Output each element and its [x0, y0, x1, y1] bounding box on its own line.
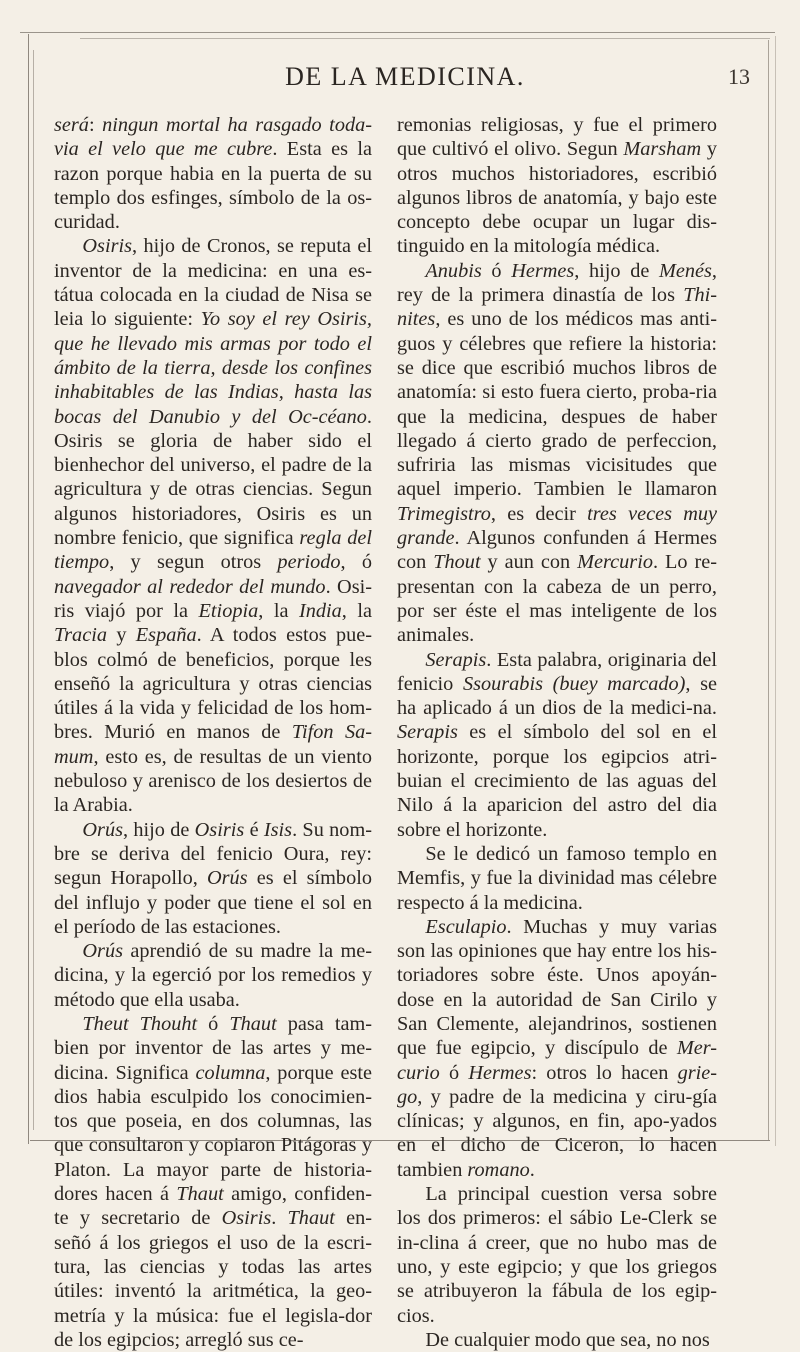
paragraph — [54, 234, 372, 817]
italic-run: Thaut — [176, 1183, 224, 1206]
paragraph — [397, 1182, 717, 1328]
text-run: . — [271, 1207, 288, 1230]
page-header — [60, 62, 750, 96]
italic-run: Osiris — [221, 1207, 272, 1230]
page-edge-top — [20, 32, 775, 33]
paragraph — [397, 1328, 717, 1352]
italic-run: Theut Thouht — [82, 1012, 198, 1035]
text-run: . A todos estos pue-blos colmó de beneficios, porque les enseñó la agricultura y otras ciencias útiles á la vida y felicidad de los hom-bres. Murió en manos de — [54, 624, 373, 744]
paragraph — [54, 113, 372, 234]
paragraph — [397, 113, 717, 259]
text-run: . Su nom-bre se deriva del fenicio Oura, rey: segun Horapollo, — [54, 818, 372, 890]
italic-run: Isis — [263, 818, 293, 841]
text-run: es el símbolo del influjo y poder que tiene el sol en el período de las estaciones. — [54, 867, 372, 938]
italic-run: Hermes — [511, 259, 575, 282]
right-column — [397, 113, 717, 1352]
italic-run: Thout — [433, 551, 481, 574]
italic-run: Thaut — [287, 1207, 335, 1230]
italic-run: ningun mortal ha rasgado toda-via el velo que me cubre — [54, 114, 372, 161]
paragraph — [54, 1012, 372, 1352]
italic-run: columna — [195, 1061, 266, 1084]
text-run: remonias religiosas, y fue el primero que cultivó el olivo. Segun — [397, 114, 717, 161]
text-run: , rey de la primera dinastía de los — [397, 259, 717, 307]
text-run: y aun con — [480, 551, 578, 574]
running-title: DE LA MEDICINA. — [285, 62, 525, 91]
text-run: , y segun otros — [109, 551, 278, 574]
text-run: . Esta palabra, originaria del fenicio — [397, 648, 717, 695]
text-run: y — [106, 624, 136, 647]
text-run: y otros muchos historiadores, escribió algunos libros de anatomía, y bajo este concepto debe ocupar un lugar dis-tinguido en la mitología médica. — [397, 138, 717, 258]
text-run: . — [529, 1158, 535, 1181]
italic-run: será — [54, 114, 89, 136]
text-run: : otros lo hacen — [531, 1061, 678, 1084]
italic-run: Thaut — [229, 1012, 277, 1035]
text-run: . Esta es la razon porque habia en la puerta de su templo dos esfinges, símbolo de la os-curidad. — [54, 138, 372, 234]
page-number: 13 — [728, 64, 750, 89]
italic-run: Trimegistro — [397, 502, 491, 525]
text-run: . Osiris se gloria de haber sido el bienhechor del universo, el padre de la agricultura y de otras ciencias. Segun algunos historiadores, Osiris es un nombre fenicio, que significa — [54, 405, 372, 550]
italic-run: Hermes — [468, 1061, 532, 1084]
italic-run: Mercurio — [577, 551, 653, 574]
italic-run: España — [135, 624, 197, 647]
italic-run: Etiopia — [198, 599, 259, 622]
italic-run: Ssourabis (buey marcado) — [462, 672, 686, 695]
italic-run: Yo soy el rey Osiris, que he llevado mis armas por todo el ámbito de la tierra, desde los confines inhabitables de las Indias, hasta las bocas del Danubio y del Oc-céano — [54, 308, 372, 428]
italic-run: Orús — [82, 940, 123, 963]
text-run: , hijo de Cronos, se reputa el inventor de la medicina: en una es-tátua colocada en la ciudad de Nisa se leia lo siguiente: — [54, 235, 372, 331]
text-run: . Osi-ris viajó por la — [54, 575, 372, 622]
text-run: , es decir — [490, 502, 588, 525]
text-run: é — [244, 818, 264, 841]
paragraph — [397, 259, 717, 648]
text-run: pasa tam-bien por inventor de las artes y me-dicina. Significa — [54, 1012, 373, 1084]
italic-run: navegador al rededor del mundo — [54, 575, 326, 598]
italic-run: Serapis — [397, 721, 458, 744]
text-run: La principal cuestion versa sobre los dos primeros: el sábio Le-Clerk se in-clina á creer, que no hubo mas de uno, y este egipcio; y que los griegos se atribuyeron la fábula de los egip-cios. — [397, 1183, 717, 1327]
left-column — [54, 113, 372, 1352]
text-run: es el símbolo del sol en el horizonte, porque los egipcios atri-buian el crecimiento de las aguas del Nilo á la aparicion del astro del dia sobre el horizonte. — [397, 721, 717, 841]
page-edge-right-outer — [775, 36, 776, 1146]
italic-run: periodo — [277, 551, 341, 574]
paragraph — [397, 842, 717, 915]
italic-run: Tifon Sa-mum — [54, 721, 372, 768]
italic-run: Thi-nites — [397, 284, 717, 331]
text-run: . Lo re-presentan con la cabeza de un perro, por ser éste el mas inteligente de los animales. — [397, 551, 718, 647]
italic-run: tres veces muy grande — [397, 502, 717, 550]
text-run: , hijo de — [122, 818, 195, 841]
italic-run: regla del tiempo — [54, 527, 372, 574]
paragraph — [397, 915, 717, 1182]
italic-run: romano — [467, 1158, 530, 1181]
italic-run: Orús — [82, 818, 123, 841]
text-run: Se le dedicó un famoso templo en Memfis, y fue la divinidad mas célebre respecto á la medicina. — [397, 842, 717, 914]
italic-run: grie-go — [397, 1061, 717, 1108]
text-run: , es uno de los médicos mas anti-guos y célebres que refiere la historia: se dice que escribió muchos libros de anatomía: si esto fuera cierto, proba-ria que la medicina, despues de haber llegado á cierto grado de perfeccion, sufriria las mismas vicisitudes que aquel imperio. Tambien le llamaron — [397, 308, 717, 501]
paragraph — [54, 818, 372, 939]
page-edge-top-inner — [80, 38, 770, 39]
paragraph — [397, 648, 717, 842]
italic-run: Osiris — [82, 235, 133, 258]
page-edge-left-inner — [33, 50, 34, 1130]
paragraph — [54, 939, 372, 1012]
text-run: , y padre de la medicina y ciru-gía clínicas; y algunos, en fin, apo-yados en el dicho de Ciceron, lo hacen tambien — [397, 1085, 717, 1181]
text-run: , porque este dios habia esculpido los conocimien-tos que poseia, en dos columnas, las que consultaron y copiaron Pitágoras y Platon. La mayor parte de historia-dores hacen á — [54, 1061, 372, 1206]
text-run: aprendió de su madre la me-dicina, y la egerció por los remedios y método que ella usaba. — [54, 940, 372, 1011]
text-run: amigo, confiden-te y secretario de — [54, 1183, 372, 1230]
italic-run: Osiris — [194, 818, 245, 841]
text-run: ó — [439, 1061, 469, 1084]
page-edge-right — [768, 40, 769, 1140]
italic-run: Mer-curio — [397, 1037, 717, 1084]
page-edge-left — [28, 34, 29, 1144]
text-run: , ó — [340, 551, 373, 574]
text-run: : — [88, 114, 103, 136]
text-run: , la — [341, 599, 372, 622]
italic-run: Esculapio — [425, 915, 507, 938]
text-run: De cualquier modo que sea, no nos — [425, 1328, 710, 1351]
italic-run: Tracia — [54, 624, 107, 647]
text-run: . Algunos confunden á Hermes con — [397, 527, 717, 574]
text-run: , esto es, de resultas de un viento nebuloso y arenisco de los desiertos de la Arabia. — [54, 745, 372, 817]
text-run: ó — [197, 1012, 230, 1035]
italic-run: Orús — [206, 867, 248, 890]
text-run: ó — [481, 259, 512, 282]
text-run: , hijo de — [574, 259, 659, 282]
text-run: . Muchas y muy varias son las opiniones que hay entre los his-toriadores sobre éste. Unos apoyán-dose en la autoridad de San Cirilo y San Clemente, alejandrinos, sostienen que fue egipcio, y discípulo de — [397, 915, 717, 1060]
text-run: , la — [258, 599, 299, 622]
italic-run: Menés — [658, 259, 712, 282]
italic-run: India — [298, 599, 342, 622]
italic-run: Marsham — [623, 138, 702, 161]
text-run: en-señó á los griegos el uso de la escri-tura, las ciencias y todas las artes útiles: inventó la aritmética, la geo-metría y la música: fue el legisla-dor de los egipcios; arregló sus ce- — [54, 1207, 372, 1351]
text-run: , se ha aplicado á un dios de la medici-na. — [397, 672, 717, 720]
italic-run: Serapis — [425, 648, 487, 671]
italic-run: Anubis — [425, 259, 482, 282]
